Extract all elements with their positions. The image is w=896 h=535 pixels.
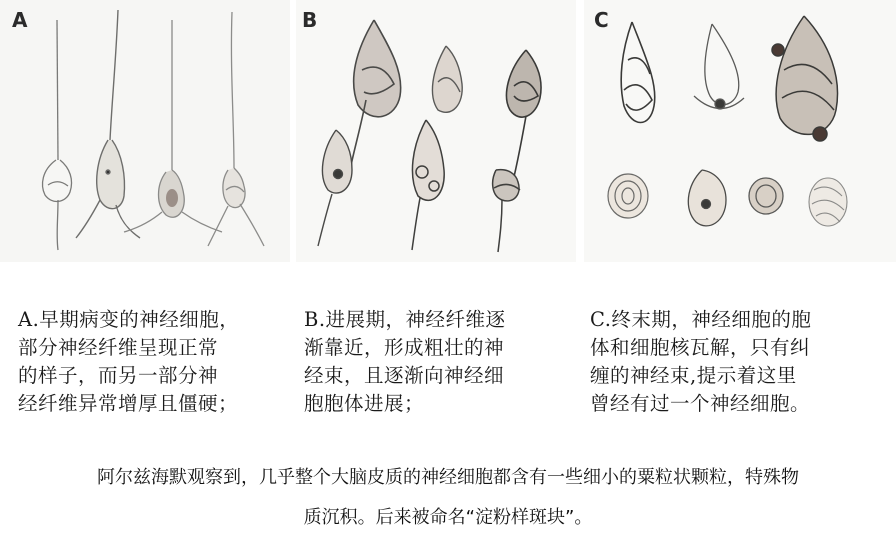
summary-line-1: 阿尔兹海默观察到，几乎整个大脑皮质的神经细胞都含有一些细小的粟粒状颗粒，特殊物 [97, 467, 799, 488]
caption-a-line-2: 部分神经纤维呈现正常 [18, 336, 219, 359]
caption-a-line-3: 的样子，而另一部分神 [18, 364, 219, 387]
panel-a-label: A [12, 8, 28, 32]
panel-b-label: B [302, 8, 318, 32]
panel-c-illustration [584, 0, 896, 262]
caption-a-line-4: 经纤维异常增厚且僵硬； [18, 392, 239, 415]
caption-c-line-4: 曾经有过一个神经细胞。 [590, 392, 811, 415]
caption-b-line-3: 经束，且逐渐向神经细 [304, 364, 505, 387]
panel-c [584, 0, 896, 262]
caption-b-line-4: 胞胞体进展； [304, 392, 425, 415]
plaque-c-6 [749, 178, 783, 214]
caption-b-line-2: 渐靠近，形成粗壮的神 [304, 336, 505, 359]
caption-c-line-1: C.终末期，神经细胞的胞 [590, 308, 812, 331]
caption-c-line-2: 体和细胞核瓦解，只有纠 [590, 336, 811, 359]
plaque-c-4 [608, 174, 648, 218]
plaque-c-7 [809, 178, 847, 226]
summary-line-2: 质沉积。后来被命名“淀粉样斑块”。 [303, 507, 593, 528]
caption-a-line-1: A.早期病变的神经细胞， [18, 308, 240, 331]
caption-a [18, 306, 239, 418]
panel-c-label: C [594, 8, 609, 32]
panel-a [0, 0, 290, 262]
caption-b [304, 306, 506, 418]
caption-c-line-3: 缠的神经束,提示着这里 [590, 364, 797, 387]
panel-b-illustration [296, 0, 576, 262]
caption-c [590, 306, 811, 418]
panel-a-illustration [0, 0, 290, 262]
caption-b-line-1: B.进展期，神经纤维逐 [304, 308, 506, 331]
panel-b [296, 0, 576, 262]
